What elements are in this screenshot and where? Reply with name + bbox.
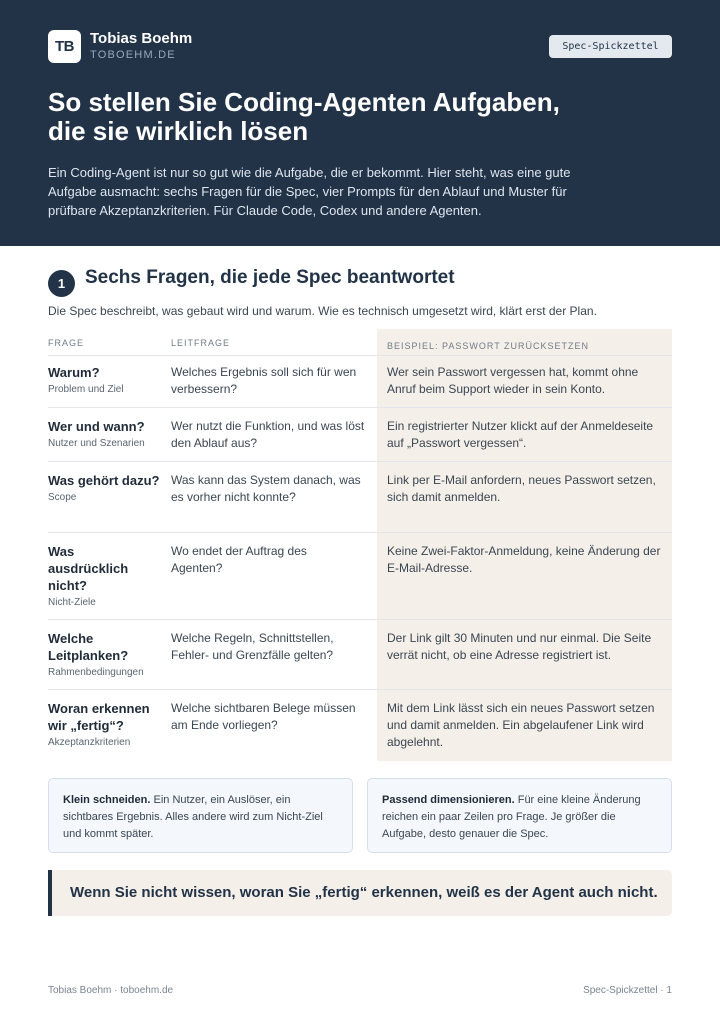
example-cell: Keine Zwei-Faktor-Anmeldung, keine Änderung der E-Mail-Adresse. — [387, 544, 661, 575]
table-divider — [48, 619, 672, 620]
question-category: Akzeptanzkriterien — [48, 737, 131, 748]
question-cell — [48, 364, 160, 397]
column-header-question: FRAGE — [48, 338, 85, 348]
lead-question-cell: Welches Ergebnis soll sich für wen verbessern? — [171, 365, 357, 396]
tip-card-scope — [48, 778, 353, 853]
intro-text: Ein Coding-Agent ist nur so gut wie die Aufgabe, die er bekommt. Hier steht, was eine gute Aufgabe ausmacht: sechs Fragen für die Spec, vier Prompts für den Ablauf und Muster für prüfbare Akzeptanzkriterien. Für Claude Code, Codex und andere Agenten. — [48, 165, 571, 218]
page-title — [48, 88, 668, 146]
section-description: Die Spec beschreibt, was gebaut wird und warum. Wie es technisch umgesetzt wird, klärt erst der Plan. — [48, 304, 597, 318]
page-header — [0, 0, 720, 246]
question-cell — [48, 472, 160, 505]
tip-text: Für eine kleine Änderung reichen ein paar Zeilen pro Frage. Je größer die Aufgabe, desto genauer die Spec. — [382, 794, 641, 840]
question-title: Was ausdrücklich nicht? — [48, 544, 129, 593]
brand-website: TOBOEHM.DE — [90, 49, 176, 61]
tip-title: Passend dimensionieren. — [382, 794, 515, 806]
question-title: Was gehört dazu? — [48, 473, 160, 488]
example-cell: Mit dem Link lässt sich ein neues Passwort setzen und damit anmelden. Ein abgelaufener Link wird abgelehnt. — [387, 701, 655, 749]
question-cell — [48, 543, 143, 610]
table-divider — [48, 355, 672, 356]
lead-question-cell: Welche sichtbaren Belege müssen am Ende vorliegen? — [171, 701, 356, 732]
question-category: Problem und Ziel — [48, 384, 124, 395]
example-cell: Ein registrierter Nutzer klickt auf der Anmeldeseite auf „Passwort vergessen“. — [387, 419, 654, 450]
table-divider — [48, 407, 672, 408]
question-title: Warum? — [48, 365, 100, 380]
section-number-badge: 1 — [48, 270, 75, 297]
document-type-badge: Spec-Spickzettel — [549, 35, 672, 58]
question-category: Scope — [48, 492, 77, 503]
question-title: Wer und wann? — [48, 419, 145, 434]
question-cell — [48, 700, 160, 750]
page-title-line-2: die sie wirklich lösen — [48, 116, 309, 146]
table-divider — [48, 689, 672, 690]
example-cell: Der Link gilt 30 Minuten und nur einmal. Die Seite verrät nicht, ob eine Adresse registriert ist. — [387, 631, 652, 662]
question-category: Nicht-Ziele — [48, 597, 96, 608]
tip-text: Ein Nutzer, ein Auslöser, ein sichtbares Ergebnis. Alles andere wird zum Nicht-Ziel und kommt später. — [63, 794, 323, 840]
example-cell: Wer sein Passwort vergessen hat, kommt ohne Anruf beim Support wieder in sein Konto. — [387, 365, 639, 396]
key-callout: Wenn Sie nicht wissen, woran Sie „fertig“ erkennen, weiß es der Agent auch nicht. — [48, 870, 672, 916]
question-title: Welche Leitplanken? — [48, 631, 129, 663]
tip-card-sizing — [367, 778, 672, 853]
question-category: Rahmenbedingungen — [48, 667, 144, 678]
lead-question-cell: Wo endet der Auftrag des Agenten? — [171, 544, 307, 575]
table-divider — [48, 532, 672, 533]
brand-name: Tobias Boehm — [90, 30, 193, 47]
question-category: Nutzer und Szenarien — [48, 438, 145, 449]
lead-question-cell: Was kann das System danach, was es vorher nicht konnte? — [171, 473, 361, 504]
spec-questions-table — [48, 329, 672, 761]
tip-title: Klein schneiden. — [63, 794, 151, 806]
table-divider — [48, 461, 672, 462]
column-header-example: BEISPIEL: PASSWORT ZURÜCKSETZEN — [387, 341, 590, 351]
footer-page-number: Spec-Spickzettel · 1 — [583, 985, 672, 996]
brand-logo: TB — [48, 30, 81, 63]
question-cell — [48, 630, 153, 680]
question-title: Woran erkennen wir „fertig“? — [48, 701, 150, 733]
column-header-lead: LEITFRAGE — [171, 338, 231, 348]
example-cell: Link per E-Mail anfordern, neues Passwort setzen, sich damit anmelden. — [387, 473, 656, 504]
lead-question-cell: Welche Regeln, Schnittstellen, Fehler- und Grenzfälle gelten? — [171, 631, 334, 662]
lead-question-cell: Wer nutzt die Funktion, und was löst den Ablauf aus? — [171, 419, 365, 450]
question-cell — [48, 418, 160, 451]
footer-author: Tobias Boehm · toboehm.de — [48, 985, 174, 996]
section-title: Sechs Fragen, die jede Spec beantwortet — [85, 267, 455, 288]
page-title-line-1: So stellen Sie Coding-Agenten Aufgaben, — [48, 87, 560, 117]
